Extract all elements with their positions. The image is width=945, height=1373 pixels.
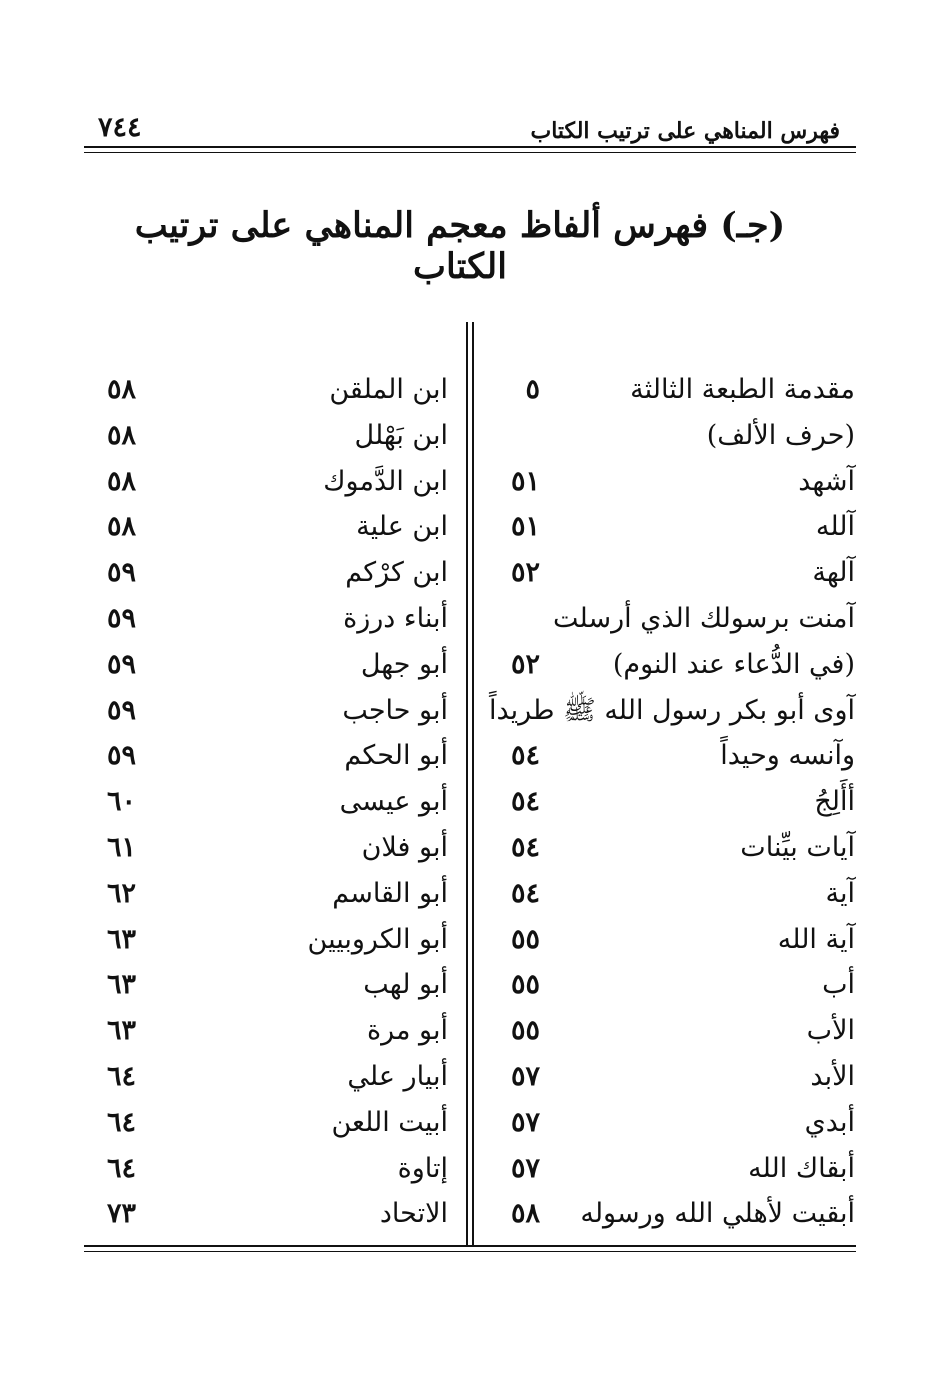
index-page-number: ٥٤	[510, 878, 540, 909]
index-term: أبو حاجب	[342, 695, 448, 726]
index-page-number: ٥٤	[510, 786, 540, 817]
index-page-number: ٥٨	[106, 420, 136, 451]
footer-rule-bottom	[84, 1251, 856, 1252]
index-term: ابن علية	[356, 511, 448, 542]
index-term: ابن الدَّموك	[323, 466, 448, 497]
index-term: أبناء درزة	[343, 603, 448, 634]
index-page-number: ٥٩	[106, 557, 136, 588]
index-page-number: ٥٤	[510, 832, 540, 863]
index-term: الأب	[806, 1015, 855, 1046]
index-page-number: ٦٤	[106, 1061, 136, 1092]
index-page-number: ٥٩	[106, 649, 136, 680]
index-term: أبو عيسى	[339, 786, 448, 817]
footer-rule-top	[84, 1245, 856, 1247]
index-page-number: ٥٧	[510, 1153, 540, 1184]
index-page-number: ٥٨	[510, 1198, 540, 1229]
index-page-number: ٥٨	[106, 511, 136, 542]
index-page-number: ٥٢	[510, 557, 540, 588]
index-term: أبو القاسم	[332, 878, 448, 909]
header-rule-bottom	[84, 152, 856, 153]
index-page-number: ٦٤	[106, 1153, 136, 1184]
index-page-number: ٥٩	[106, 695, 136, 726]
index-page-number: ٦٠	[106, 786, 136, 817]
index-page-number: ٥٤	[510, 740, 540, 771]
index-term: مقدمة الطبعة الثالثة	[630, 374, 855, 405]
index-term: آلله	[815, 511, 855, 542]
index-term: وآنسه وحيداً	[720, 740, 855, 771]
index-term: ابن كرْكم	[345, 557, 448, 588]
index-term: (في الدُّعاء عند النوم)	[612, 649, 855, 680]
index-page-number: ٥٥	[510, 924, 540, 955]
index-term: آوى أبو بكر رسول الله ﷺ طريداً	[488, 695, 855, 726]
index-term: أبيار علي	[347, 1061, 448, 1092]
index-page-number: ٥٧	[510, 1061, 540, 1092]
index-term: آيات بيِّنات	[740, 832, 855, 863]
index-page-number: ٥١	[510, 511, 540, 542]
index-term: أب	[822, 969, 855, 1000]
page-title: (جـ) فهرس ألفاظ معجم المناهي على ترتيب الكتاب	[134, 205, 786, 287]
index-page-number: ٥٥	[510, 1015, 540, 1046]
index-term: آية الله	[777, 924, 855, 955]
index-page-number: ٥٥	[510, 969, 540, 1000]
index-term: آمنت برسولك الذي أرسلت	[553, 603, 855, 634]
index-page-number: ٧٣	[106, 1198, 136, 1229]
index-term: أبيت اللعن	[331, 1107, 448, 1138]
index-term: أبو مرة	[366, 1015, 448, 1046]
index-page-number: ٦١	[106, 832, 136, 863]
index-term: أبقيت لأهلي الله ورسوله	[580, 1198, 855, 1229]
index-term: الاتحاد	[379, 1198, 448, 1229]
header-rule-top	[84, 146, 856, 148]
index-term: آلهة	[812, 557, 855, 588]
column-divider-left	[466, 322, 468, 1245]
index-page-number: ٥٢	[510, 649, 540, 680]
running-head: فهرس المناهي على ترتيب الكتاب	[530, 118, 840, 144]
index-term: الأبد	[810, 1061, 855, 1092]
index-page-number: ٥٩	[106, 740, 136, 771]
index-term: إتاوة	[397, 1153, 448, 1184]
index-page-number: ٦٣	[106, 924, 136, 955]
index-page-number: ٥٧	[510, 1107, 540, 1138]
index-page-number: ٦٢	[106, 878, 136, 909]
index-term: أبو الحكم	[344, 740, 448, 771]
index-page-number: ٥٩	[106, 603, 136, 634]
index-term: أبو الكروبيين	[307, 924, 448, 955]
index-page-number: ٦٣	[106, 1015, 136, 1046]
index-term: أأَلِجُ	[814, 786, 855, 817]
index-page-number: ٦٣	[106, 969, 136, 1000]
index-term: أبو فلان	[361, 832, 448, 863]
index-term: أبو جهل	[360, 649, 448, 680]
index-term: أبو لهب	[363, 969, 448, 1000]
index-page-number: ٥٨	[106, 466, 136, 497]
index-page-number: ٦٤	[106, 1107, 136, 1138]
index-term: ابن الملقن	[329, 374, 448, 405]
index-term: أبدي	[804, 1107, 855, 1138]
index-page-number: ٥٨	[106, 374, 136, 405]
page-number: ٧٤٤	[98, 112, 142, 143]
index-term: أبقاك الله	[748, 1153, 855, 1184]
index-term: ابن بَهْلل	[354, 420, 448, 451]
index-term: آشهد	[798, 466, 855, 497]
index-term: (حرف الألف)	[706, 420, 855, 451]
index-page-number: ٥	[525, 374, 540, 405]
index-page-number: ٥١	[510, 466, 540, 497]
index-term: آية	[825, 878, 855, 909]
